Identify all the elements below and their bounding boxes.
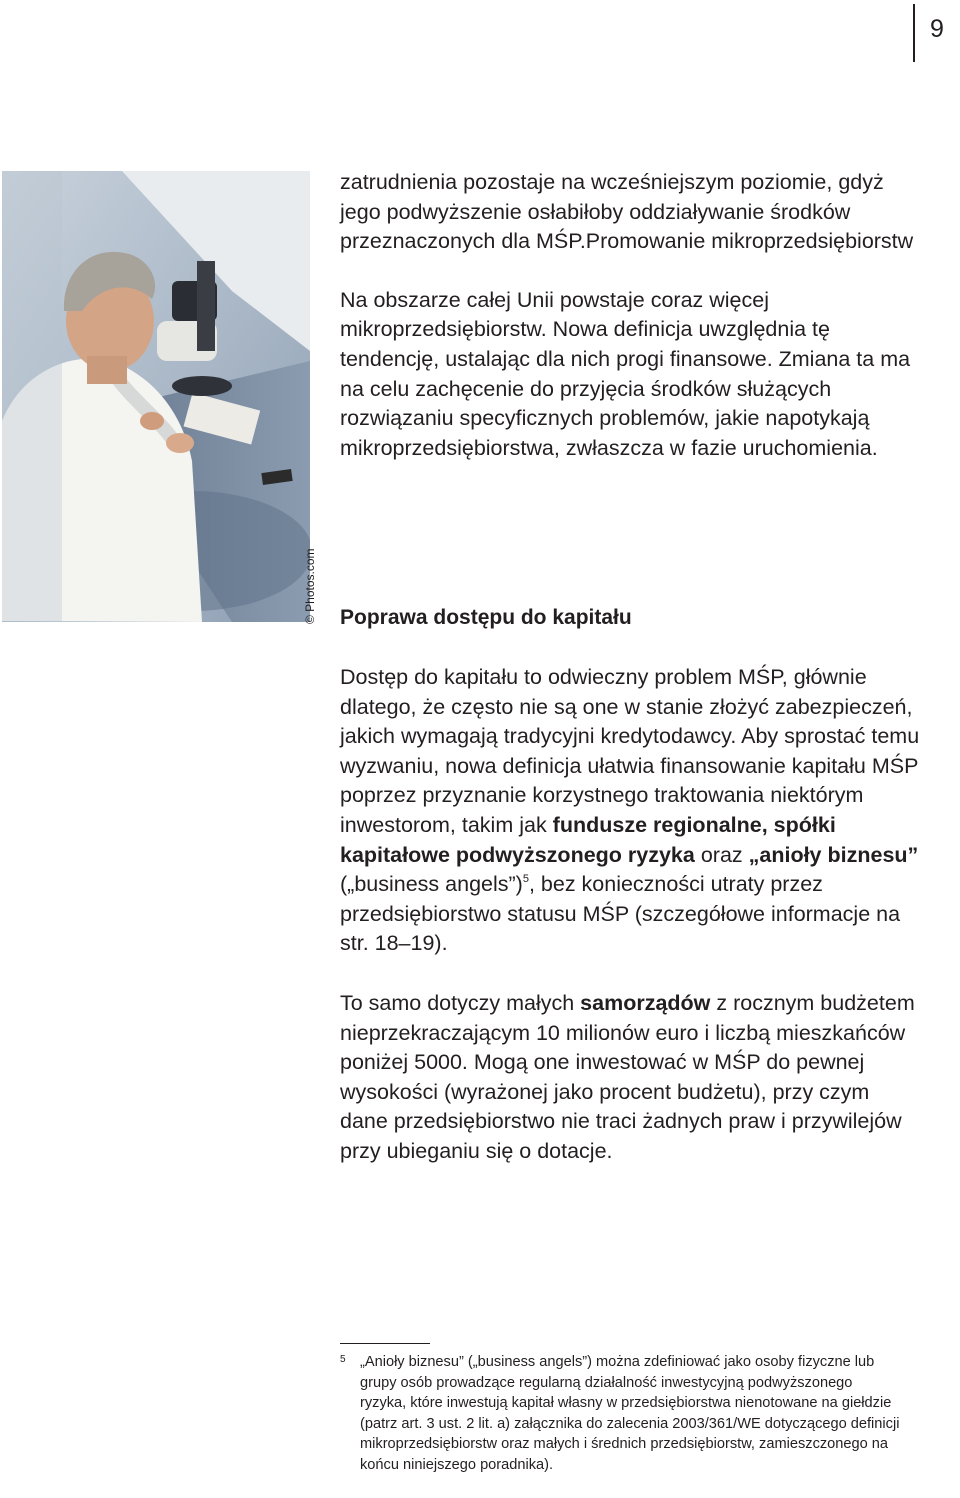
footnote-reference[interactable]: 5 <box>522 873 529 886</box>
page-number-rule <box>913 4 915 62</box>
footnote-rule <box>340 1343 430 1344</box>
photo-technician-microscope <box>2 171 310 622</box>
text-run: , bez konieczności utraty przez przedsiębiorstwo statusu MŚP (szczegółowe informacje na str. 18–19). <box>340 872 901 956</box>
photo-credit: © Photos.com <box>303 548 317 624</box>
footnote-text: „Anioły biznesu” („business angels”) można zdefiniować jako osoby fizyczne lub grupy osób prowadzące regularną działalność inwestycyjną podwyższonego ryzyka, które inwestują kapitał własny w przedsiębiorstwa nienotowane na giełdzie (patrz art. 3 ust. 2 lit. a) załącznika do zalecenia 2003/361/WE dotyczącego definicji mikroprzedsiębiorstw oraz małych i średnich przedsiębiorstw, zamieszczonego na końcu niniejszego poradnika). <box>360 1354 900 1473</box>
bold-local-authorities: samorządów <box>580 990 711 1015</box>
page-number: 9 <box>930 15 944 43</box>
intro-block <box>340 168 920 463</box>
bold-business-angels: „anioły biznesu” <box>748 842 919 867</box>
text-run: oraz <box>694 842 749 867</box>
bold-investors: fundusze regionalne, spółki kapitałowe podwyższonego ryzyka <box>340 812 836 867</box>
section-paragraph-1 <box>340 663 920 959</box>
intro-paragraph-1: zatrudnienia pozostaje na wcześniejszym poziomie, gdyż jego podwyższenie osłabiłoby oddziaływanie środków przeznaczonych dla MŚP.Promowanie mikroprzedsiębiorstw <box>340 170 914 254</box>
section-block <box>340 604 920 1167</box>
footnote-mark: 5 <box>340 1354 346 1365</box>
text-run: Dostęp do kapitału to odwieczny problem MŚP, głównie dlatego, że często nie są one w stanie złożyć zabezpieczeń, jakich wymagają tradycyjni kredytodawcy. Aby sprostać temu wyzwaniu, nowa definicja ułatwia finansowanie kapitału MŚP poprzez przyznanie korzystnego traktowania niektórym inwestorom, takim jak <box>340 665 920 837</box>
text-run: To samo dotyczy małych <box>340 990 581 1015</box>
text-run: z rocznym budżetem nieprzekraczającym 10 milionów euro i liczbą mieszkańców poniżej 5000. Mogą one inwestować w MŚP do pewnej wysokości (wyrażonej jako procent budżetu), przy czym dane przedsiębiorstwo nie traci żadnych praw i przywilejów przy ubieganiu się o dotacje. <box>340 990 915 1163</box>
section-paragraph-2 <box>340 989 920 1167</box>
intro-paragraph-2: Na obszarze całej Unii powstaje coraz więcej mikroprzedsiębiorstw. Nowa definicja uwzględnia tę tendencję, ustalając dla nich progi finansowe. Zmiana ta ma na celu zachęcenie do przyjęcia środków służących rozwiązaniu specyficznych problemów, jakie napotykają mikroprzedsiębiorstwa, zwłaszcza w fazie uruchomienia. <box>340 287 911 460</box>
text-run: („business angels”) <box>340 872 523 897</box>
section-heading: Poprawa dostępu do kapitału <box>340 606 632 629</box>
